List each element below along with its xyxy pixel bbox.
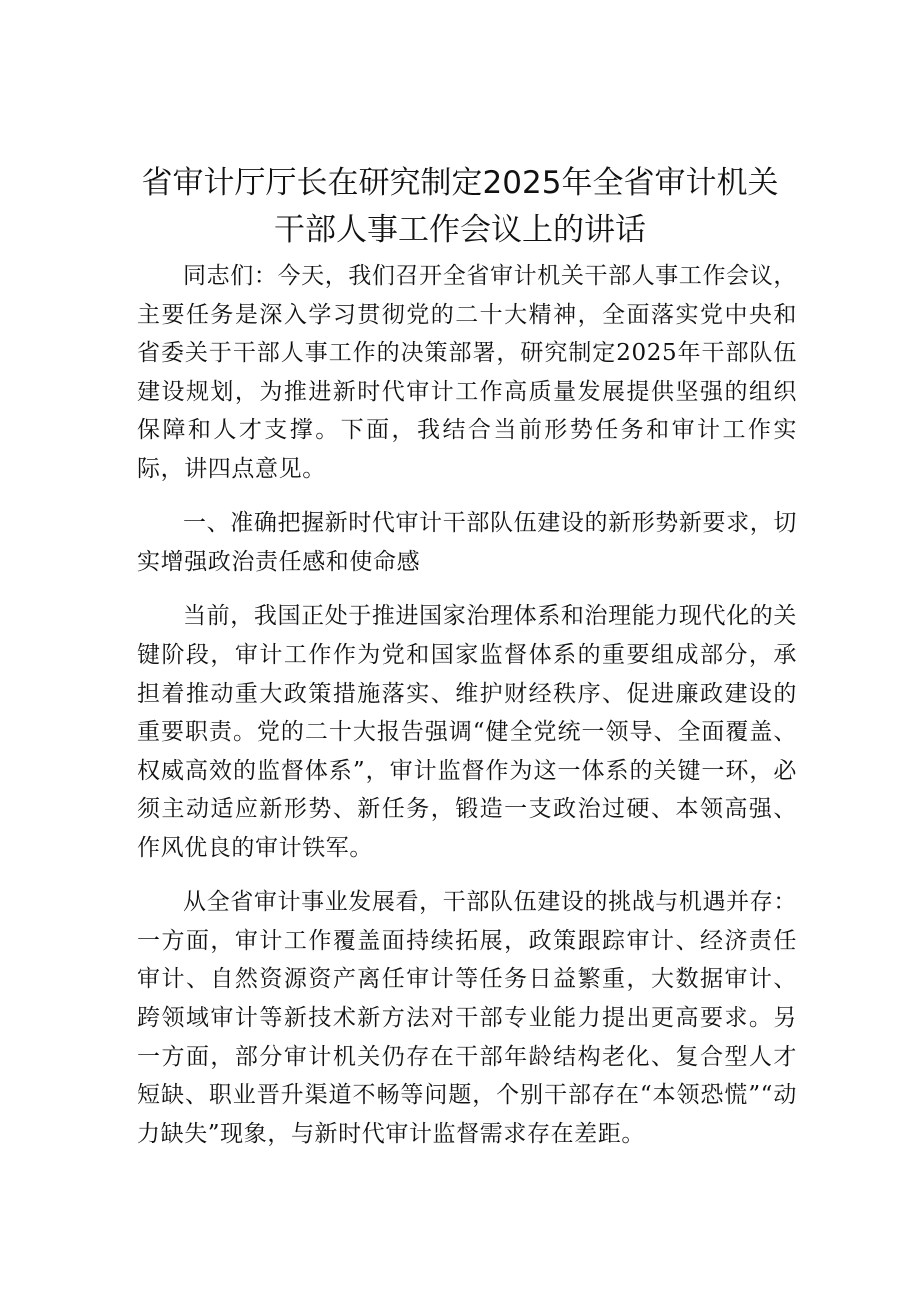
document-body [137, 257, 797, 1153]
title-line-2: 干部人事工作会议上的讲话 [274, 212, 646, 248]
paragraph-challenges: 从全省审计事业发展看，干部队伍建设的挑战与机遇并存：一方面，审计工作覆盖面持续拓展，政策跟踪审计、经济责任审计、自然资源资产离任审计等任务日益繁重，大数据审计、跨领域审计等新技术新方法对干部专业能力提出更高要求。另一方面，部分审计机关仍存在干部年龄结构老化、复合型人才短缺、职业晋升渠道不畅等问题，个别干部存在“本领恐慌”“动力缺失”现象，与新时代审计监督需求存在差距。 [137, 889, 797, 1147]
document-title [120, 160, 800, 254]
section-heading-1: 一、准确把握新时代审计干部队伍建设的新形势新要求，切实增强政治责任感和使命感 [137, 510, 797, 575]
paragraph-current-situation: 当前，我国正处于推进国家治理体系和治理能力现代化的关键阶段，审计工作作为党和国家监督体系的重要组成部分，承担着推动重大政策措施落实、维护财经秩序、促进廉政建设的重要职责。党的二十大报告强调“健全党统一领导、全面覆盖、权威高效的监督体系”，审计监督作为这一体系的关键一环，必须主动适应新形势、新任务，锻造一支政治过硬、本领高强、作风优良的审计铁军。 [137, 603, 797, 861]
title-line-1: 省审计厅厅长在研究制定2025年全省审计机关 [141, 165, 779, 201]
paragraph-opening: 同志们：今天，我们召开全省审计机关干部人事工作会议，主要任务是深入学习贯彻党的二十大精神，全面落实党中央和省委关于干部人事工作的决策部署，研究制定2025年干部队伍建设规划，为推进新时代审计工作高质量发展提供坚强的组织保障和人才支撑。下面，我结合当前形势任务和审计工作实际，讲四点意见。 [137, 263, 797, 482]
